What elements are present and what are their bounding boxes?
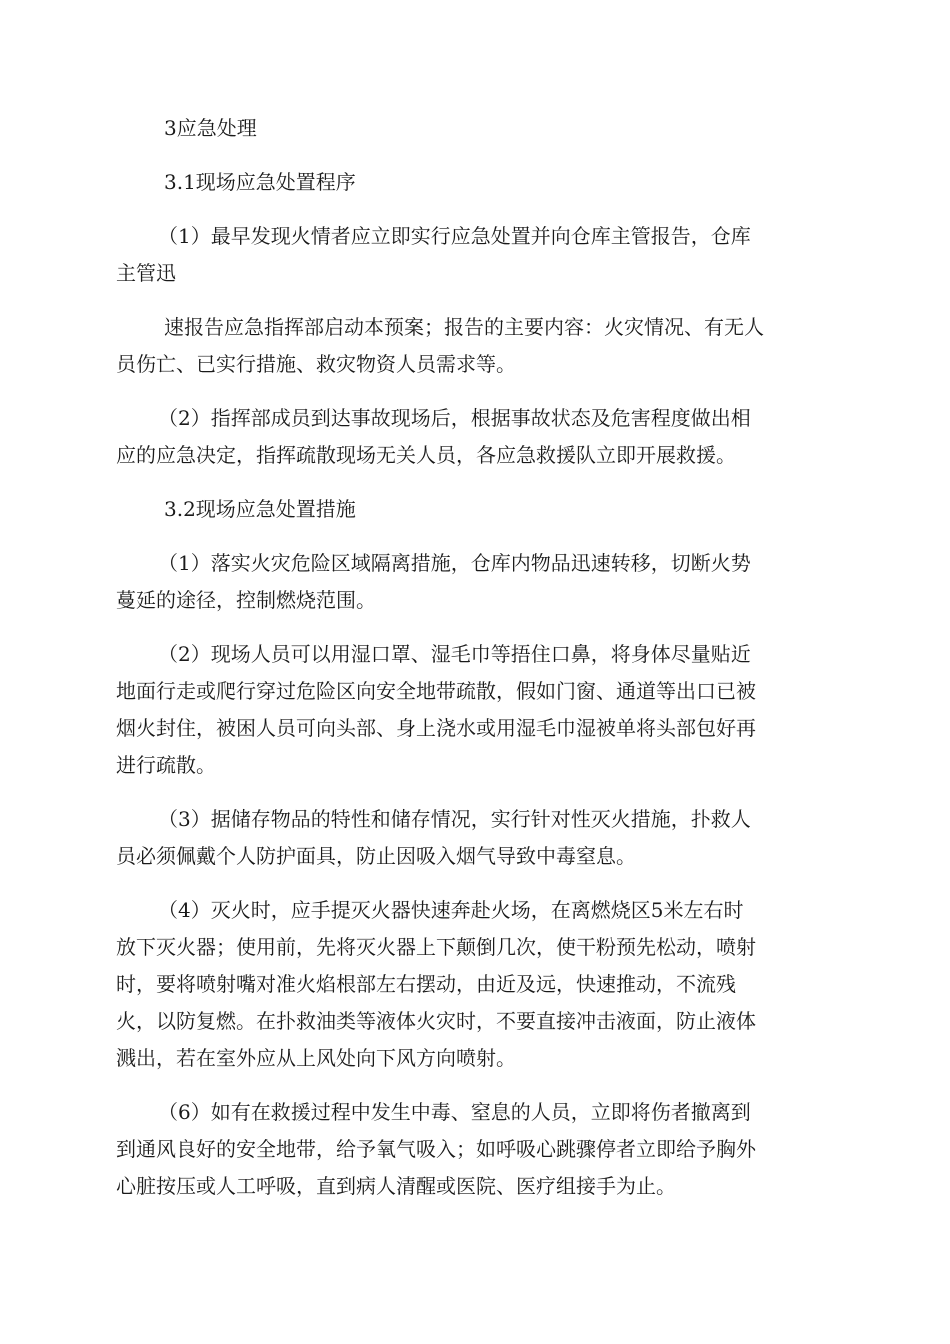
paragraph-line: 到通风良好的安全地带，给予氧气吸入；如呼吸心跳骤停者立即给予胸外	[116, 1137, 756, 1161]
document-page	[116, 110, 834, 1205]
paragraph-line: 蔓延的途径，控制燃烧范围。	[116, 588, 376, 612]
paragraph-line: （2）现场人员可以用湿口罩、湿毛巾等捂住口鼻，将身体尽量贴近	[158, 642, 751, 666]
section-heading-3-2: 3.2现场应急处置措施	[164, 497, 356, 521]
section-heading-3-1: 3.1现场应急处置程序	[164, 170, 356, 194]
paragraph-line: （6）如有在救援过程中发生中毒、窒息的人员，立即将伤者撤离到	[158, 1100, 751, 1124]
paragraph-line: 应的应急决定，指挥疏散现场无关人员，各应急救援队立即开展救援。	[116, 443, 736, 467]
paragraph-line: （1）最早发现火情者应立即实行应急处置并向仓库主管报告，仓库	[158, 224, 751, 248]
paragraph-line: 心脏按压或人工呼吸，直到病人清醒或医院、医疗组接手为止。	[116, 1174, 676, 1198]
paragraph-line: 速报告应急指挥部启动本预案；报告的主要内容：火灾情况、有无人	[164, 315, 764, 339]
paragraph-line: 主管迅	[116, 261, 176, 285]
paragraph-line: （1）落实火灾危险区域隔离措施，仓库内物品迅速转移，切断火势	[158, 551, 751, 575]
paragraph-line: 进行疏散。	[116, 753, 216, 777]
section-heading-3: 3应急处理	[164, 116, 257, 140]
paragraph-line: （2）指挥部成员到达事故现场后，根据事故状态及危害程度做出相	[158, 406, 751, 430]
paragraph-line: 员伤亡、已实行措施、救灾物资人员需求等。	[116, 352, 516, 376]
paragraph-line: 时，要将喷射嘴对准火焰根部左右摆动，由近及远，快速推动，不流残	[116, 972, 736, 996]
paragraph-line: 火，以防复燃。在扑救油类等液体火灾时，不要直接冲击液面，防止液体	[116, 1009, 756, 1033]
paragraph-line: （4）灭火时，应手提灭火器快速奔赴火场，在离燃烧区5米左右时	[158, 898, 744, 922]
paragraph-line: （3）据储存物品的特性和储存情况，实行针对性灭火措施，扑救人	[158, 807, 751, 831]
paragraph-line: 溅出，若在室外应从上风处向下风方向喷射。	[116, 1046, 516, 1070]
paragraph-line: 放下灭火器；使用前，先将灭火器上下颠倒几次，使干粉预先松动，喷射	[116, 935, 756, 959]
paragraph-line: 烟火封住，被困人员可向头部、身上浇水或用湿毛巾湿被单将头部包好再	[116, 716, 756, 740]
paragraph-line: 地面行走或爬行穿过危险区向安全地带疏散，假如门窗、通道等出口已被	[116, 679, 756, 703]
paragraph-line: 员必须佩戴个人防护面具，防止因吸入烟气导致中毒窒息。	[116, 844, 636, 868]
